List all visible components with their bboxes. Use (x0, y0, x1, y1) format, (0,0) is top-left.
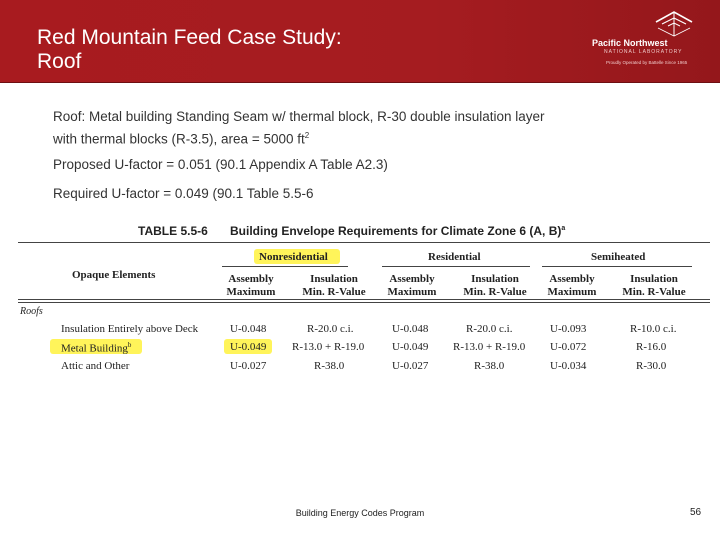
group-rule-nonres (222, 266, 348, 267)
area-unit-superscript: 2 (304, 131, 310, 140)
col-header-line2: Min. R-Value (622, 286, 686, 298)
table-cell: R-20.0 c.i. (307, 323, 354, 335)
table-top-rule (18, 242, 710, 243)
pnnl-logo (592, 10, 712, 72)
col-header-line1: Insulation (471, 273, 519, 285)
col-header-line2: Maximum (387, 286, 437, 298)
table-cell: U-0.049 (230, 341, 267, 353)
table-cell: R-20.0 c.i. (466, 323, 513, 335)
col-header-insulation-res (455, 273, 535, 299)
table-title-sup: a (561, 225, 566, 232)
table-cell: U-0.027 (230, 360, 267, 372)
col-header-line2: Maximum (547, 286, 597, 298)
table-cell: U-0.072 (550, 341, 587, 353)
table-cell: U-0.049 (392, 341, 429, 353)
col-header-line1: Assembly (389, 273, 435, 285)
col-header-assembly-res (382, 273, 442, 299)
slide-title (37, 26, 557, 74)
row-label-insulation-above-deck: Insulation Entirely above Deck (61, 323, 199, 335)
table-cell: U-0.048 (230, 323, 267, 335)
col-header-line1: Assembly (549, 273, 595, 285)
group-rule-res (382, 266, 530, 267)
footer-text: Building Energy Codes Program (295, 508, 425, 518)
col-header-line1: Insulation (310, 273, 358, 285)
pnnl-diamond-logo-icon (654, 10, 694, 38)
slide-title-line2: Roof (37, 50, 82, 73)
table-label: TABLE 5.5-6 (138, 224, 208, 238)
col-header-assembly-nonres (222, 273, 280, 299)
group-rule-semi (542, 266, 692, 267)
table-cell: U-0.034 (550, 360, 587, 372)
page-number: 56 (690, 507, 702, 518)
table-cell: R-38.0 (474, 360, 505, 372)
table-cell: U-0.027 (392, 360, 429, 372)
col-header-line2: Min. R-Value (302, 286, 366, 298)
table-cell: R-13.0 + R-19.0 (292, 341, 365, 353)
row-label-metal-building (61, 341, 131, 355)
table-cell: R-10.0 c.i. (630, 323, 677, 335)
table-cell: R-13.0 + R-19.0 (453, 341, 526, 353)
group-nonresidential: Nonresidential (259, 251, 328, 263)
roof-description (53, 107, 673, 149)
section-roofs: Roofs (20, 306, 43, 317)
table-cell: U-0.048 (392, 323, 429, 335)
col-header-line1: Insulation (630, 273, 678, 285)
col-header-insulation-semi (616, 273, 692, 299)
opaque-elements-header: Opaque Elements (72, 269, 156, 281)
slide-title-line1: Red Mountain Feed Case Study: (37, 26, 342, 49)
col-header-assembly-semi (542, 273, 602, 299)
table-title (230, 224, 565, 238)
col-header-line2: Min. R-Value (463, 286, 527, 298)
table-header-rule-2 (18, 302, 710, 303)
col-header-insulation-nonres (294, 273, 374, 299)
slide-header (0, 0, 720, 83)
group-residential: Residential (428, 251, 481, 263)
table-cell: U-0.093 (550, 323, 587, 335)
table-5-5-6-image (0, 215, 720, 385)
group-semiheated: Semiheated (591, 251, 646, 263)
table-cell: R-16.0 (636, 341, 667, 353)
table-cell: R-38.0 (314, 360, 345, 372)
roof-description-line2: with thermal blocks (R-3.5), area = 5000 ft (53, 131, 305, 147)
table-cell: R-30.0 (636, 360, 667, 372)
table-header-rule (18, 299, 710, 300)
logo-tagline: Proudly Operated by Battelle Since 1965 (606, 60, 688, 65)
row-label-attic-and-other: Attic and Other (61, 360, 130, 372)
col-header-line2: Maximum (226, 286, 276, 298)
roof-description-line1: Roof: Metal building Standing Seam w/ thermal block, R-30 double insulation layer (53, 109, 545, 124)
row-label-sup: b (127, 341, 132, 349)
proposed-u-factor: Proposed U-factor = 0.051 (90.1 Appendix A Table A2.3) (53, 157, 388, 172)
required-u-factor: Required U-factor = 0.049 (90.1 Table 5.5-6 (53, 186, 314, 201)
table-title-text: Building Envelope Requirements for Climate Zone 6 (A, B) (230, 224, 562, 238)
logo-name: Pacific Northwest (592, 38, 668, 48)
logo-sub: NATIONAL LABORATORY (604, 49, 683, 55)
col-header-line1: Assembly (228, 273, 274, 285)
row-label-text: Metal Building (61, 342, 128, 355)
